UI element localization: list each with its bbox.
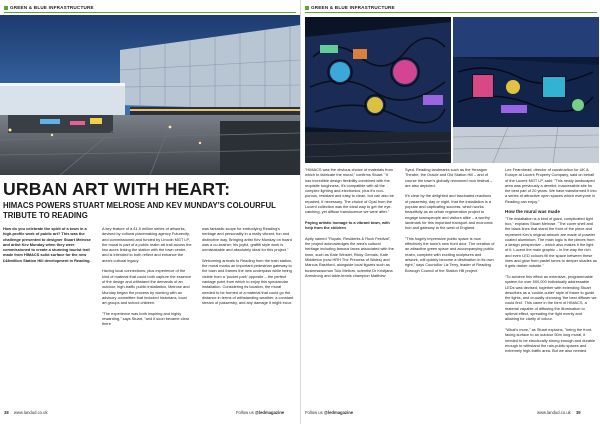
mural-photo-left — [305, 17, 451, 163]
paragraph: Having local connections, plus experience of the kind of material that could both capture the essence of the design and withstand the demands of an outdoor, high-traffic public installation, Melrose and Munday began the process by working with an advisory committee that included historians, local art groups and school children. — [102, 268, 192, 306]
mural-illustration-left — [305, 17, 451, 163]
section-subheading: How the mural was made — [505, 209, 560, 215]
section-label: GREEN & BLUE INFRASTRUCTURE — [4, 5, 94, 10]
paragraph: A key feature of a £1.5 million series of artworks, devised by cultural placemaking agency Futurecity, and commissioned and funded by Lincoln MGT LP, the mural is part of a public realm art trail across the two acres linking the station with the town centre, and is intended to both reflect and enhance the area's cultural legacy. — [102, 226, 192, 263]
paragraph: "The experience was both inspiring and highly rewarding," says Stuart, "and it soon became clear there — [102, 310, 190, 327]
paragraph: "This hugely impressive public space is now effectively the town's new front door. The creation of an attractive green space and accompanying public realm, complete with exciting sculptures and artwork, will quickly become a destination in its own right," says Councillor Liz Terry, leader of Reading Borough Council of the Station Hill project. — [405, 235, 495, 273]
intro-paragraph: How do you celebrate the spirit of a town in a high-profile work of public art? This was the challenge presented to designer Stuart Melrose and artist Kev Munday when they were commissioned to create a stunning tourist trail made from HIMACS solid surface for the new £48million Station Hill development in Reading. — [3, 226, 91, 263]
social-handle[interactable]: @ledmagazine — [254, 410, 285, 415]
footer-social: Follow us @ledmagazine — [305, 410, 354, 415]
mural-photo-right — [453, 17, 599, 163]
header-rule — [4, 12, 296, 13]
article-column-6 — [505, 167, 597, 359]
section-label: GREEN & BLUE INFRASTRUCTURE — [305, 5, 395, 10]
section-marker-icon — [305, 6, 309, 10]
paragraph: "To achieve this effect an extensive, programmable system for over 500,000 individually addressable LEDs was devised, together with extending Stuart describes as a 'cookie-cutter' style of frame to guide the lights, and crucially choosing 'the best diffuser we could find'. This came in the form of HIMACS, a material capable of diffusing the illumination to optimal effect, spreading the light evenly and allowing for clarity of colour. — [505, 273, 597, 322]
paragraph: Welcoming arrivals to Reading from the train station, the mural marks an important pedestrian gateway to the town and frames the new underpass while being visible from a 'pocket park' opposite – the perfect vantage point from which to enjoy this spectacular installation. Considering its location, the mural needed to be formed of a material that could go the distance in terms of withstanding weather, a constant stream of passersby, and any damage it might incur. — [202, 257, 294, 306]
footer-left — [4, 410, 48, 415]
header-rule — [305, 12, 597, 13]
article-column-4 — [305, 167, 395, 284]
headline: URBAN ART WITH HEART: — [3, 179, 231, 199]
article-column-3 — [202, 226, 294, 311]
paragraph: Aptly named "Royals, Residents & Rock Festival", the project acknowledges the area's cultural heritage including famous faces associated with the town, such as Kate Winslet, Ricky Gervais, Kate Middleton (now HRH The Princess of Wales) and Marcus Rashford, alongside local figures such as businesswoman Tulu Mellors, scientist Dr Kristjana Armstrong and table-tennis champion Matthew — [305, 235, 394, 278]
paragraph: Lee Fearnhead, director of construction for UK & Europe at Lucent Property Company, said on behalf of the Lucent MGT LP, said: "This newly landscaped area was previously a derelict, inaccessible site for the best part of 20 years. We have transformed it into a series of attractive open spaces which everyone in Reading can enjoy." — [505, 167, 597, 204]
right-page — [300, 0, 600, 424]
section-subheading: Paying artistic homage to a vibrant town, with help from the children — [305, 219, 390, 231]
article-column-5 — [405, 167, 495, 278]
paragraph: "HIMACS was the obvious choice of materials from which to fabricate the mural," confirms Stuart. "It has incredible design flexibility combined with the requisite toughness, it's compatible with all the complex lighting and electronics, plus it's non-porous, resistant and easy to clean, but can also be repaired, if necessary. The choice of Opal from the Lucent collection was the ideal way to get the eye-catching, yet diffuse translucence we were after." — [305, 167, 394, 215]
social-handle[interactable]: @ledmagazine — [323, 410, 354, 415]
page-number: 38 — [4, 410, 9, 415]
paragraph: It's clear by the delighted and fascinated reactions of passersby, day or night, that the installation is a popular and captivating success, which works beautifully as an urban regeneration project to engage townspeople and visitors alike – a worthy landmark for this important transport and economic hub and gateway to the west of England. — [405, 193, 493, 231]
page-number: 39 — [575, 410, 581, 415]
website-link[interactable]: www.landud.co.uk — [13, 410, 48, 415]
mural-illustration-right — [453, 17, 599, 163]
article-column-1 — [3, 226, 93, 268]
paragraph: "What's more," as Stuart explains, "being the front-facing surface to an outdoor 50m long mural, it needed to be structurally strong enough and durable enough to withstand the rain-public spaces and extremely high-traffic area. But we also needed — [505, 326, 596, 354]
hero-photo-night-scene — [0, 15, 300, 175]
subheadline: HIMACS POWERS STUART MELROSE AND KEV MUNDAY'S COLOURFUL TRIBUTE TO READING — [3, 201, 276, 220]
article-column-2 — [102, 226, 192, 332]
website-link[interactable]: www.landud.co.uk — [537, 410, 571, 415]
section-marker-icon — [4, 6, 8, 10]
paragraph: Syed. Reading landmarks such as the Hexagon Theatre, the Oracle and Old Station Hill – and of course the town's globally renowned rock festival – are also depicted. — [405, 167, 493, 188]
station-plaza-illustration — [0, 15, 300, 175]
paragraph: was fantastic scope for embodying Reading's heritage and personality in a really vibrant, fun and distinctive way. Bringing artist Kev Munday on board was a no-brainer; his joyful, graffiti style work is unmistakable and absolutely ideal for this project." — [202, 226, 292, 253]
footer-social: Follow us @ledmagazine — [236, 410, 285, 415]
paragraph: "The installation is a kind of giant, complicated light box," explains Stuart Melrose. "The cover shell and the black lines that stand the front of the piece and represent Kev's original artwork are made of powder coated aluminium. The main logic is the pieces from a design perspective – which also makes it the light of it. Lucent the main graphic – in the way the rich and even LED colours fill the space between these lines and glow from pastel tones to deeper shades as it gets darker outside." — [505, 215, 597, 269]
footer-right — [537, 410, 581, 415]
